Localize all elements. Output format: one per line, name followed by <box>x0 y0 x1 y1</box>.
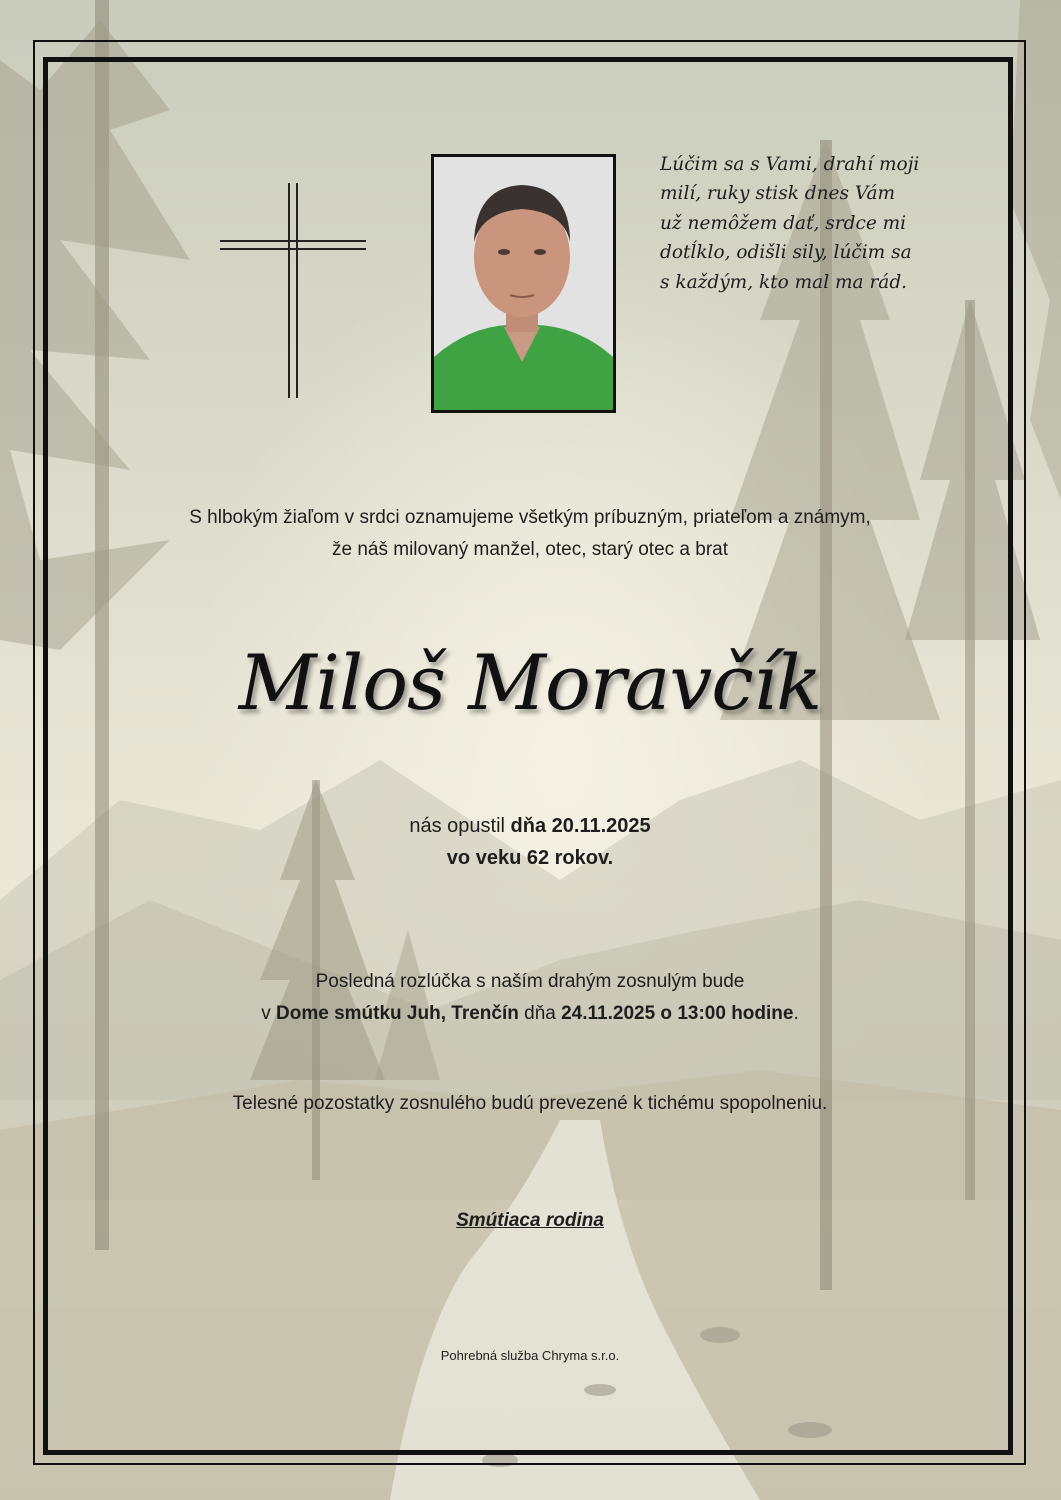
cross-icon <box>220 183 366 398</box>
deceased-name: Miloš Moravčík <box>238 638 822 727</box>
death-date: dňa 20.11.2025 <box>510 815 651 837</box>
death-age: vo veku 62 rokov. <box>446 847 614 869</box>
death-prefix: nás opustil <box>409 815 511 837</box>
remains-note: Telesné pozostatky zosnulého budú prevezené k tichému spopolneniu. <box>232 1093 828 1114</box>
portrait-photo <box>431 154 616 413</box>
funeral-line-1: Posledná rozlúčka s naším drahým zosnulým bude <box>315 971 745 992</box>
funeral-place: Dome smútku Juh, Trenčín <box>276 1003 519 1024</box>
poem-line: s každým, kto mal ma rád. <box>660 271 908 293</box>
funeral-datetime: 24.11.2025 o 13:00 hodine <box>561 1003 794 1024</box>
poem-line: Lúčim sa s Vami, drahí moji <box>660 154 920 175</box>
farewell-poem <box>660 150 960 297</box>
announcement <box>80 502 980 566</box>
funeral-info <box>80 966 980 1030</box>
funeral-line-2: v Dome smútku Juh, Trenčín dňa 24.11.2025 o 13:00 hodine. <box>261 1003 799 1024</box>
death-info <box>80 810 980 874</box>
family-signature: Smútiaca rodina <box>456 1210 604 1231</box>
poem-line: už nemôžem dať, srdce mi <box>660 212 907 234</box>
poem-line: dotĺklo, odišli sily, lúčim sa <box>660 242 912 264</box>
announcement-line-2: že náš milovaný manžel, otec, starý otec a brat <box>331 539 728 560</box>
death-date-line <box>80 810 980 842</box>
poem-line: milí, ruky stisk dnes Vám <box>660 183 896 205</box>
funeral-service-company: Pohrebná služba Chryma s.r.o. <box>440 1348 620 1363</box>
announcement-line-1: S hlbokým žiaľom v srdci oznamujeme všetkým príbuzným, priateľom a známym, <box>189 507 871 528</box>
